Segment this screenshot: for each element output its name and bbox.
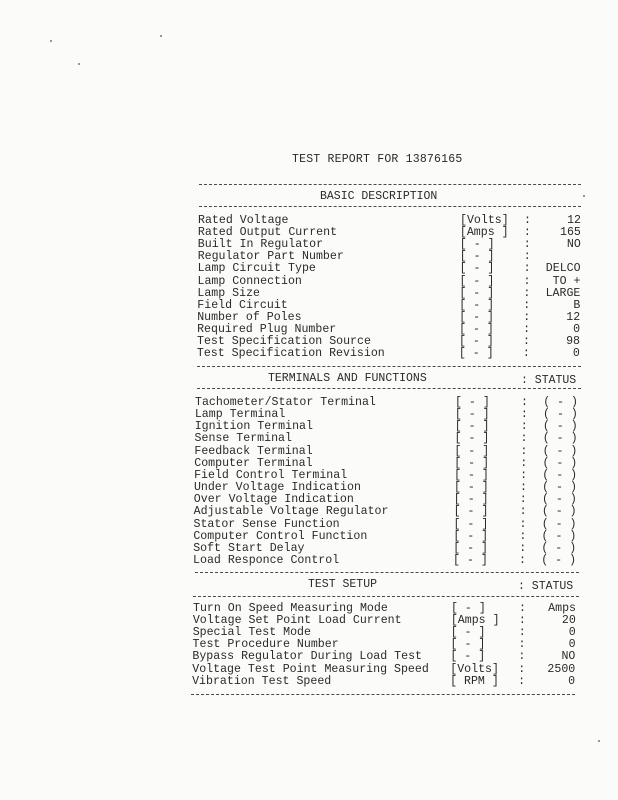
row-value: ( - ) — [542, 444, 578, 458]
table-row — [197, 312, 580, 324]
row-colon: : — [518, 638, 526, 652]
row-unit: [ - ] — [459, 262, 495, 276]
row-colon: : — [523, 322, 531, 336]
setup-header: TEST SETUP — [308, 578, 378, 591]
table-row — [193, 555, 576, 567]
row-value: 2500 — [547, 662, 576, 676]
row-value: 12 — [567, 214, 581, 227]
row-value: 0 — [572, 347, 580, 361]
row-label: Under Voltage Indication — [193, 481, 361, 495]
row-unit: [ - ] — [459, 274, 495, 288]
row-colon: : — [519, 481, 527, 495]
row-colon: : — [523, 335, 530, 348]
row-unit: [Volts] — [450, 662, 499, 676]
row-label: Number of Poles — [197, 310, 302, 324]
row-value: ( - ) — [541, 517, 577, 531]
row-value: Amps — [548, 602, 576, 615]
basic-header: BASIC DESCRIPTION — [320, 190, 438, 203]
row-value: ( - ) — [541, 505, 577, 519]
row-colon: : — [524, 214, 531, 227]
scan-speck — [598, 740, 600, 742]
row-label: Soft Start Delay — [193, 541, 305, 555]
row-unit: [ - ] — [454, 420, 490, 434]
row-label: Regulator Part Number — [197, 250, 344, 264]
row-colon: : — [523, 310, 531, 324]
row-colon: : — [519, 602, 526, 615]
row-unit: [ - ] — [459, 250, 495, 264]
row-value: 12 — [566, 310, 581, 324]
terminals-header: TERMINALS AND FUNCTIONS — [268, 372, 427, 385]
row-value: 98 — [566, 335, 580, 348]
row-unit: [ - ] — [454, 432, 490, 446]
row-label: Field Circuit — [197, 298, 288, 312]
row-label: Adjustable Voltage Regulator — [193, 505, 389, 519]
row-colon: : — [521, 396, 528, 409]
report-title: TEST REPORT FOR 13876165 — [292, 153, 463, 166]
table-row — [194, 506, 577, 518]
row-colon: : — [519, 517, 527, 531]
row-label: Rated Voltage — [198, 214, 289, 227]
row-colon: : — [518, 626, 526, 640]
row-unit: [ - ] — [458, 347, 494, 361]
row-colon: : — [523, 298, 531, 312]
row-label: Computer Terminal — [194, 456, 313, 470]
row-colon: : — [518, 674, 526, 688]
row-unit: [ - ] — [459, 335, 494, 348]
row-label: Lamp Circuit Type — [197, 262, 316, 276]
row-value: 0 — [568, 626, 576, 640]
row-value: DELCO — [545, 262, 581, 276]
row-label: Ignition Terminal — [194, 420, 313, 434]
row-colon: : — [522, 347, 530, 361]
row-unit: [ - ] — [451, 602, 486, 615]
row-unit: [ - ] — [450, 650, 486, 664]
row-label: Vibration Test Speed — [192, 674, 332, 688]
row-colon: : — [523, 274, 531, 288]
divider — [197, 388, 581, 389]
row-unit: [ - ] — [453, 493, 489, 507]
row-unit: [ - ] — [453, 553, 488, 567]
row-value: 0 — [568, 674, 576, 688]
table-row — [194, 458, 577, 470]
row-value: 165 — [560, 226, 581, 240]
row-unit: [ - ] — [453, 529, 489, 543]
row-colon: : — [523, 238, 531, 252]
row-label: Required Plug Number — [197, 322, 337, 336]
row-value: ( - ) — [541, 553, 577, 567]
table-row — [197, 288, 580, 300]
row-value: ( - ) — [542, 432, 578, 446]
table-row — [197, 348, 580, 360]
row-unit: [ - ] — [450, 626, 486, 640]
scan-speck — [78, 63, 80, 65]
row-unit: [ - ] — [454, 456, 490, 470]
row-value: LARGE — [545, 286, 581, 300]
row-label: Voltage Test Point Measuring Speed — [192, 662, 429, 676]
row-colon: : — [520, 432, 528, 446]
row-unit: [ - ] — [454, 408, 490, 422]
row-label: Stator Sense Function — [193, 517, 340, 531]
row-label: Test Specification Source — [197, 335, 371, 348]
table-row — [194, 446, 577, 458]
row-unit: [ - ] — [459, 298, 495, 312]
row-value: ( - ) — [541, 529, 577, 543]
table-row — [198, 263, 581, 275]
row-unit: [ - ] — [453, 505, 489, 519]
row-label: Lamp Connection — [197, 274, 302, 288]
table-row — [194, 519, 577, 531]
setup-status-header: : STATUS — [518, 580, 574, 593]
row-value: B — [573, 298, 581, 312]
row-unit: [Amps ] — [450, 614, 500, 628]
table-row — [192, 651, 575, 663]
row-colon: : — [523, 262, 531, 276]
row-label: Test Procedure Number — [192, 638, 339, 652]
row-unit: [ - ] — [454, 444, 490, 458]
table-row — [197, 300, 580, 312]
scan-speck — [583, 195, 585, 197]
row-unit: [ - ] — [453, 541, 488, 555]
row-value: TO + — [552, 274, 581, 288]
divider — [197, 366, 581, 367]
row-unit: [ - ] — [459, 286, 495, 300]
scan-speck — [50, 40, 52, 42]
row-label: Built In Regulator — [197, 238, 324, 252]
row-value: ( - ) — [543, 396, 578, 409]
row-value: ( - ) — [542, 493, 577, 507]
row-colon: : — [520, 444, 528, 458]
row-unit: [ - ] — [450, 638, 486, 652]
row-label: Computer Control Function — [193, 529, 368, 543]
row-colon: : — [519, 541, 527, 555]
row-label: Sense Terminal — [194, 432, 292, 446]
table-row — [193, 531, 576, 543]
row-label: Field Control Terminal — [194, 468, 348, 482]
row-value: NO — [566, 238, 581, 252]
divider — [191, 694, 575, 695]
terminals-status-header: : STATUS — [521, 374, 577, 387]
row-value: ( - ) — [541, 541, 577, 555]
row-label: Lamp Terminal — [194, 408, 286, 422]
row-colon: : — [518, 662, 526, 676]
row-label: Over Voltage Indication — [193, 493, 354, 507]
divider — [195, 572, 579, 573]
row-label: Rated Output Current — [197, 226, 338, 240]
row-label: Feedback Terminal — [194, 444, 313, 458]
row-unit: [Volts] — [460, 214, 509, 227]
row-unit: [ - ] — [459, 322, 494, 336]
row-colon: : — [519, 493, 527, 507]
row-label: Tachometer/Stator Terminal — [195, 396, 376, 409]
row-unit: [ RPM ] — [450, 674, 499, 688]
row-colon: : — [520, 468, 528, 482]
row-colon: : — [519, 505, 527, 519]
row-unit: [ - ] — [455, 396, 490, 409]
row-colon: : — [519, 553, 527, 567]
row-colon: : — [523, 250, 531, 264]
row-label: Lamp Size — [197, 286, 261, 300]
row-colon: : — [519, 529, 527, 543]
row-value: ( - ) — [542, 468, 578, 482]
row-unit: [ - ] — [453, 481, 489, 495]
row-value: 0 — [568, 638, 576, 652]
row-label: Turn On Speed Measuring Mode — [193, 602, 388, 615]
row-colon: : — [518, 650, 526, 664]
row-colon: : — [518, 614, 526, 628]
row-value: 20 — [561, 614, 576, 628]
row-label: Test Specification Revision — [196, 347, 385, 361]
row-label: Voltage Set Point Load Current — [192, 614, 402, 628]
row-unit: [ - ] — [459, 238, 495, 252]
table-row — [192, 664, 575, 676]
row-unit: [ - ] — [454, 468, 489, 482]
table-row — [198, 276, 581, 288]
row-value: ( - ) — [542, 481, 577, 495]
row-colon: : — [523, 226, 531, 240]
divider — [199, 206, 581, 207]
row-colon: : — [520, 408, 528, 422]
row-unit: [ - ] — [459, 310, 494, 324]
divider — [199, 184, 581, 185]
row-unit: [ - ] — [453, 517, 489, 531]
row-value: ( - ) — [542, 456, 578, 470]
scan-speck — [160, 35, 162, 37]
row-colon: : — [520, 420, 528, 434]
table-row — [192, 676, 575, 688]
row-value: 0 — [573, 322, 581, 336]
row-value: NO — [561, 650, 576, 664]
row-label: Load Responce Control — [193, 553, 340, 567]
table-row — [193, 543, 576, 555]
row-value: ( - ) — [543, 408, 578, 422]
row-label: Bypass Regulator During Load Test — [192, 650, 422, 664]
row-colon: : — [523, 286, 531, 300]
divider — [193, 596, 579, 597]
row-value: ( - ) — [542, 420, 578, 434]
row-label: Special Test Mode — [192, 626, 311, 640]
table-row — [195, 433, 578, 445]
row-unit: [Amps ] — [459, 226, 509, 240]
row-colon: : — [520, 456, 528, 470]
